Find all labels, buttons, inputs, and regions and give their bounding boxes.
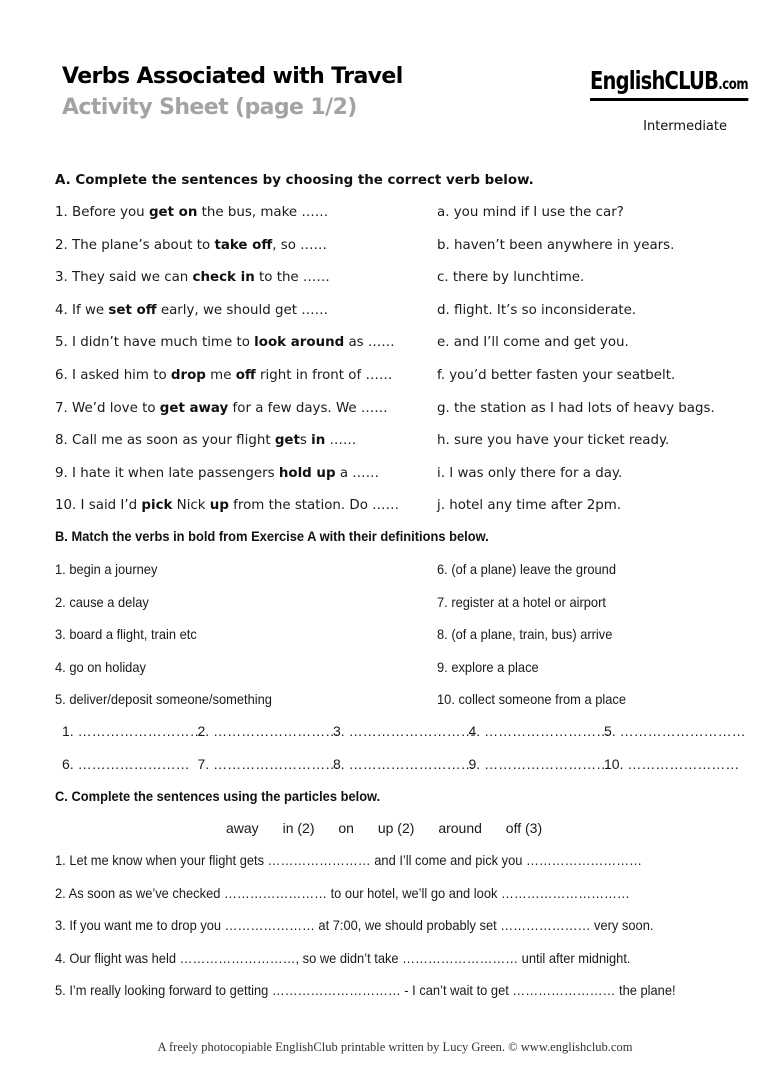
sentence-fragment: me	[205, 368, 236, 383]
bold-phrasal-verb: get on	[148, 205, 198, 220]
bold-phrasal-verb: drop	[170, 368, 206, 383]
exercise-c-sentence: 5. I’m really looking forward to getting ………………………… - I can’t wait to get …………………… the plane!	[55, 982, 676, 999]
answer-blank[interactable]: 5. ………………………	[604, 723, 746, 739]
exercise-a-sentence-start	[55, 368, 392, 383]
sentence-fragment: s	[299, 433, 312, 449]
exercise-c-sentence: 2. As soon as we’ve checked …………………… to our hotel, we’ll go and look …………………………	[55, 884, 630, 901]
sentence-fragment: 5. I didn’t have much time to	[55, 335, 255, 351]
definition-item: 2. cause a delay	[55, 593, 149, 610]
exercise-a-sentence-start	[55, 498, 399, 513]
exercise-a-sentence-ending: h. sure you have your ticket ready.	[437, 433, 670, 449]
section-c-heading: C. Complete the sentences using the particles below.	[55, 788, 381, 804]
bold-phrasal-verb: in	[311, 433, 326, 449]
sentence-fragment: 1. Before you	[55, 205, 149, 220]
sentence-fragment: the bus, make ……	[197, 205, 329, 220]
sentence-fragment: 6. I asked him to	[55, 368, 171, 383]
particle-word: on	[338, 820, 354, 836]
exercise-a-sentence-ending: e. and I’ll come and get you.	[437, 335, 629, 351]
sentence-fragment: , so ……	[272, 237, 327, 253]
sentence-fragment: 3. They said we can	[55, 270, 193, 286]
answer-blank[interactable]: 9. ………………………	[468, 756, 611, 772]
definition-item: 6. (of a plane) leave the ground	[437, 561, 617, 577]
definition-item: 10. collect someone from a place	[437, 691, 627, 708]
sentence-fragment: 10. I said I’d	[55, 498, 142, 514]
sentence-fragment: 4. If we	[55, 302, 109, 318]
bold-phrasal-verb: get	[274, 433, 300, 449]
exercise-c-sentence: 4. Our flight was held ………………………, so we didn’t take ……………………… until after midnight.	[55, 949, 631, 966]
bold-phrasal-verb: hold up	[278, 465, 336, 481]
sentence-fragment: ……	[325, 433, 357, 449]
exercise-a-sentence-ending: d. flight. It’s so inconsiderate.	[437, 302, 637, 318]
answer-blank[interactable]: 2. ………………………	[197, 723, 340, 739]
bold-phrasal-verb: check in	[192, 270, 255, 286]
definition-item: 8. (of a plane, train, bus) arrive	[437, 626, 613, 643]
exercise-a-sentence-ending: c. there by lunchtime.	[437, 270, 585, 286]
exercise-a-sentence-start	[55, 303, 328, 318]
englishclub-logo	[590, 68, 748, 101]
answer-blank[interactable]: 8. ………………………	[333, 756, 475, 772]
bold-phrasal-verb: off	[235, 368, 256, 383]
sentence-fragment: early, we should get ……	[156, 302, 329, 318]
sentence-fragment: to the ……	[254, 270, 330, 286]
exercise-a-sentence-ending: a. you mind if I use the car?	[437, 205, 624, 220]
exercise-c-sentence: 3. If you want me to drop you ………………… at 7:00, we should probably set ………………… very soon.	[55, 917, 654, 934]
bold-phrasal-verb: get away	[159, 400, 229, 416]
exercise-a-sentence-ending: g. the station as I had lots of heavy bags.	[437, 400, 715, 416]
answer-blank[interactable]: 1. ………………………	[62, 723, 204, 739]
answer-blank[interactable]: 10. ……………………	[604, 756, 740, 772]
exercise-a-sentence-ending: f. you’d better fasten your seatbelt.	[437, 368, 676, 383]
definition-item: 3. board a flight, train etc	[55, 626, 197, 643]
section-a-heading: A. Complete the sentences by choosing the correct verb below.	[55, 173, 534, 188]
logo-main-text: EnglishCLUB	[590, 66, 719, 95]
sentence-fragment: from the station. Do ……	[228, 498, 399, 514]
definition-item: 7. register at a hotel or airport	[437, 593, 606, 610]
exercise-a-sentence-start	[55, 433, 356, 448]
sentence-fragment: for a few days. We ……	[228, 400, 388, 416]
answer-blank[interactable]: 4. ………………………	[468, 723, 611, 739]
exercise-c-sentence: 1. Let me know when your flight gets …………………… and I’ll come and pick you ………………………	[55, 852, 642, 868]
footer-credit: A freely photocopiable EnglishClub printable written by Lucy Green. © www.englishclub.com	[157, 1040, 633, 1054]
sentence-fragment: 8. Call me as soon as your flight	[55, 433, 275, 449]
particle-word: off (3)	[505, 820, 543, 836]
exercise-a-sentence-start	[55, 205, 328, 220]
answer-blank[interactable]: 3. ………………………	[333, 723, 475, 739]
exercise-a-sentence-ending: b. haven’t been anywhere in years.	[437, 237, 675, 253]
sentence-fragment: 7. We’d love to	[55, 400, 160, 416]
sentence-fragment: Nick	[172, 498, 210, 514]
logo-suffix-text: .com	[718, 75, 749, 93]
definition-item: 4. go on holiday	[55, 658, 146, 675]
answer-blank[interactable]: 6. ……………………	[62, 756, 190, 772]
particle-word: away	[226, 820, 259, 836]
particle-word: around	[438, 820, 482, 836]
sentence-fragment: as ……	[344, 335, 395, 351]
sentence-fragment: right in front of ……	[255, 368, 393, 383]
exercise-a-sentence-start	[55, 335, 395, 350]
exercise-a-sentence-start	[55, 238, 327, 253]
worksheet-subtitle: Activity Sheet (page 1/2)	[62, 95, 357, 120]
exercise-a-sentence-start	[55, 466, 379, 481]
answer-blank[interactable]: 7. ………………………	[197, 756, 340, 772]
worksheet-title: Verbs Associated with Travel	[62, 64, 403, 89]
bold-phrasal-verb: up	[209, 498, 229, 514]
bold-phrasal-verb: take off	[214, 237, 273, 253]
sentence-fragment: 2. The plane’s about to	[55, 237, 215, 253]
level-label: Intermediate	[643, 119, 727, 134]
bold-phrasal-verb: pick	[141, 498, 173, 514]
definition-item: 9. explore a place	[437, 658, 539, 675]
exercise-a-sentence-start	[55, 270, 330, 285]
definition-item: 5. deliver/deposit someone/something	[55, 691, 272, 708]
answer-row-2	[62, 756, 740, 772]
exercise-a-sentence-ending: i. I was only there for a day.	[437, 465, 623, 481]
exercise-a-sentence-start	[55, 401, 388, 416]
sentence-fragment: 9. I hate it when late passengers	[55, 465, 279, 481]
particle-word: up (2)	[377, 820, 415, 836]
section-b-heading: B. Match the verbs in bold from Exercise A with their definitions below.	[55, 528, 489, 544]
bold-phrasal-verb: look around	[254, 335, 345, 351]
particle-word: in (2)	[282, 820, 315, 836]
sentence-fragment: a ……	[335, 465, 380, 481]
particle-word-bank	[226, 820, 562, 836]
exercise-a-sentence-ending: j. hotel any time after 2pm.	[437, 498, 622, 514]
bold-phrasal-verb: set off	[108, 302, 157, 318]
definition-item: 1. begin a journey	[55, 561, 158, 577]
answer-row-1	[62, 723, 746, 739]
